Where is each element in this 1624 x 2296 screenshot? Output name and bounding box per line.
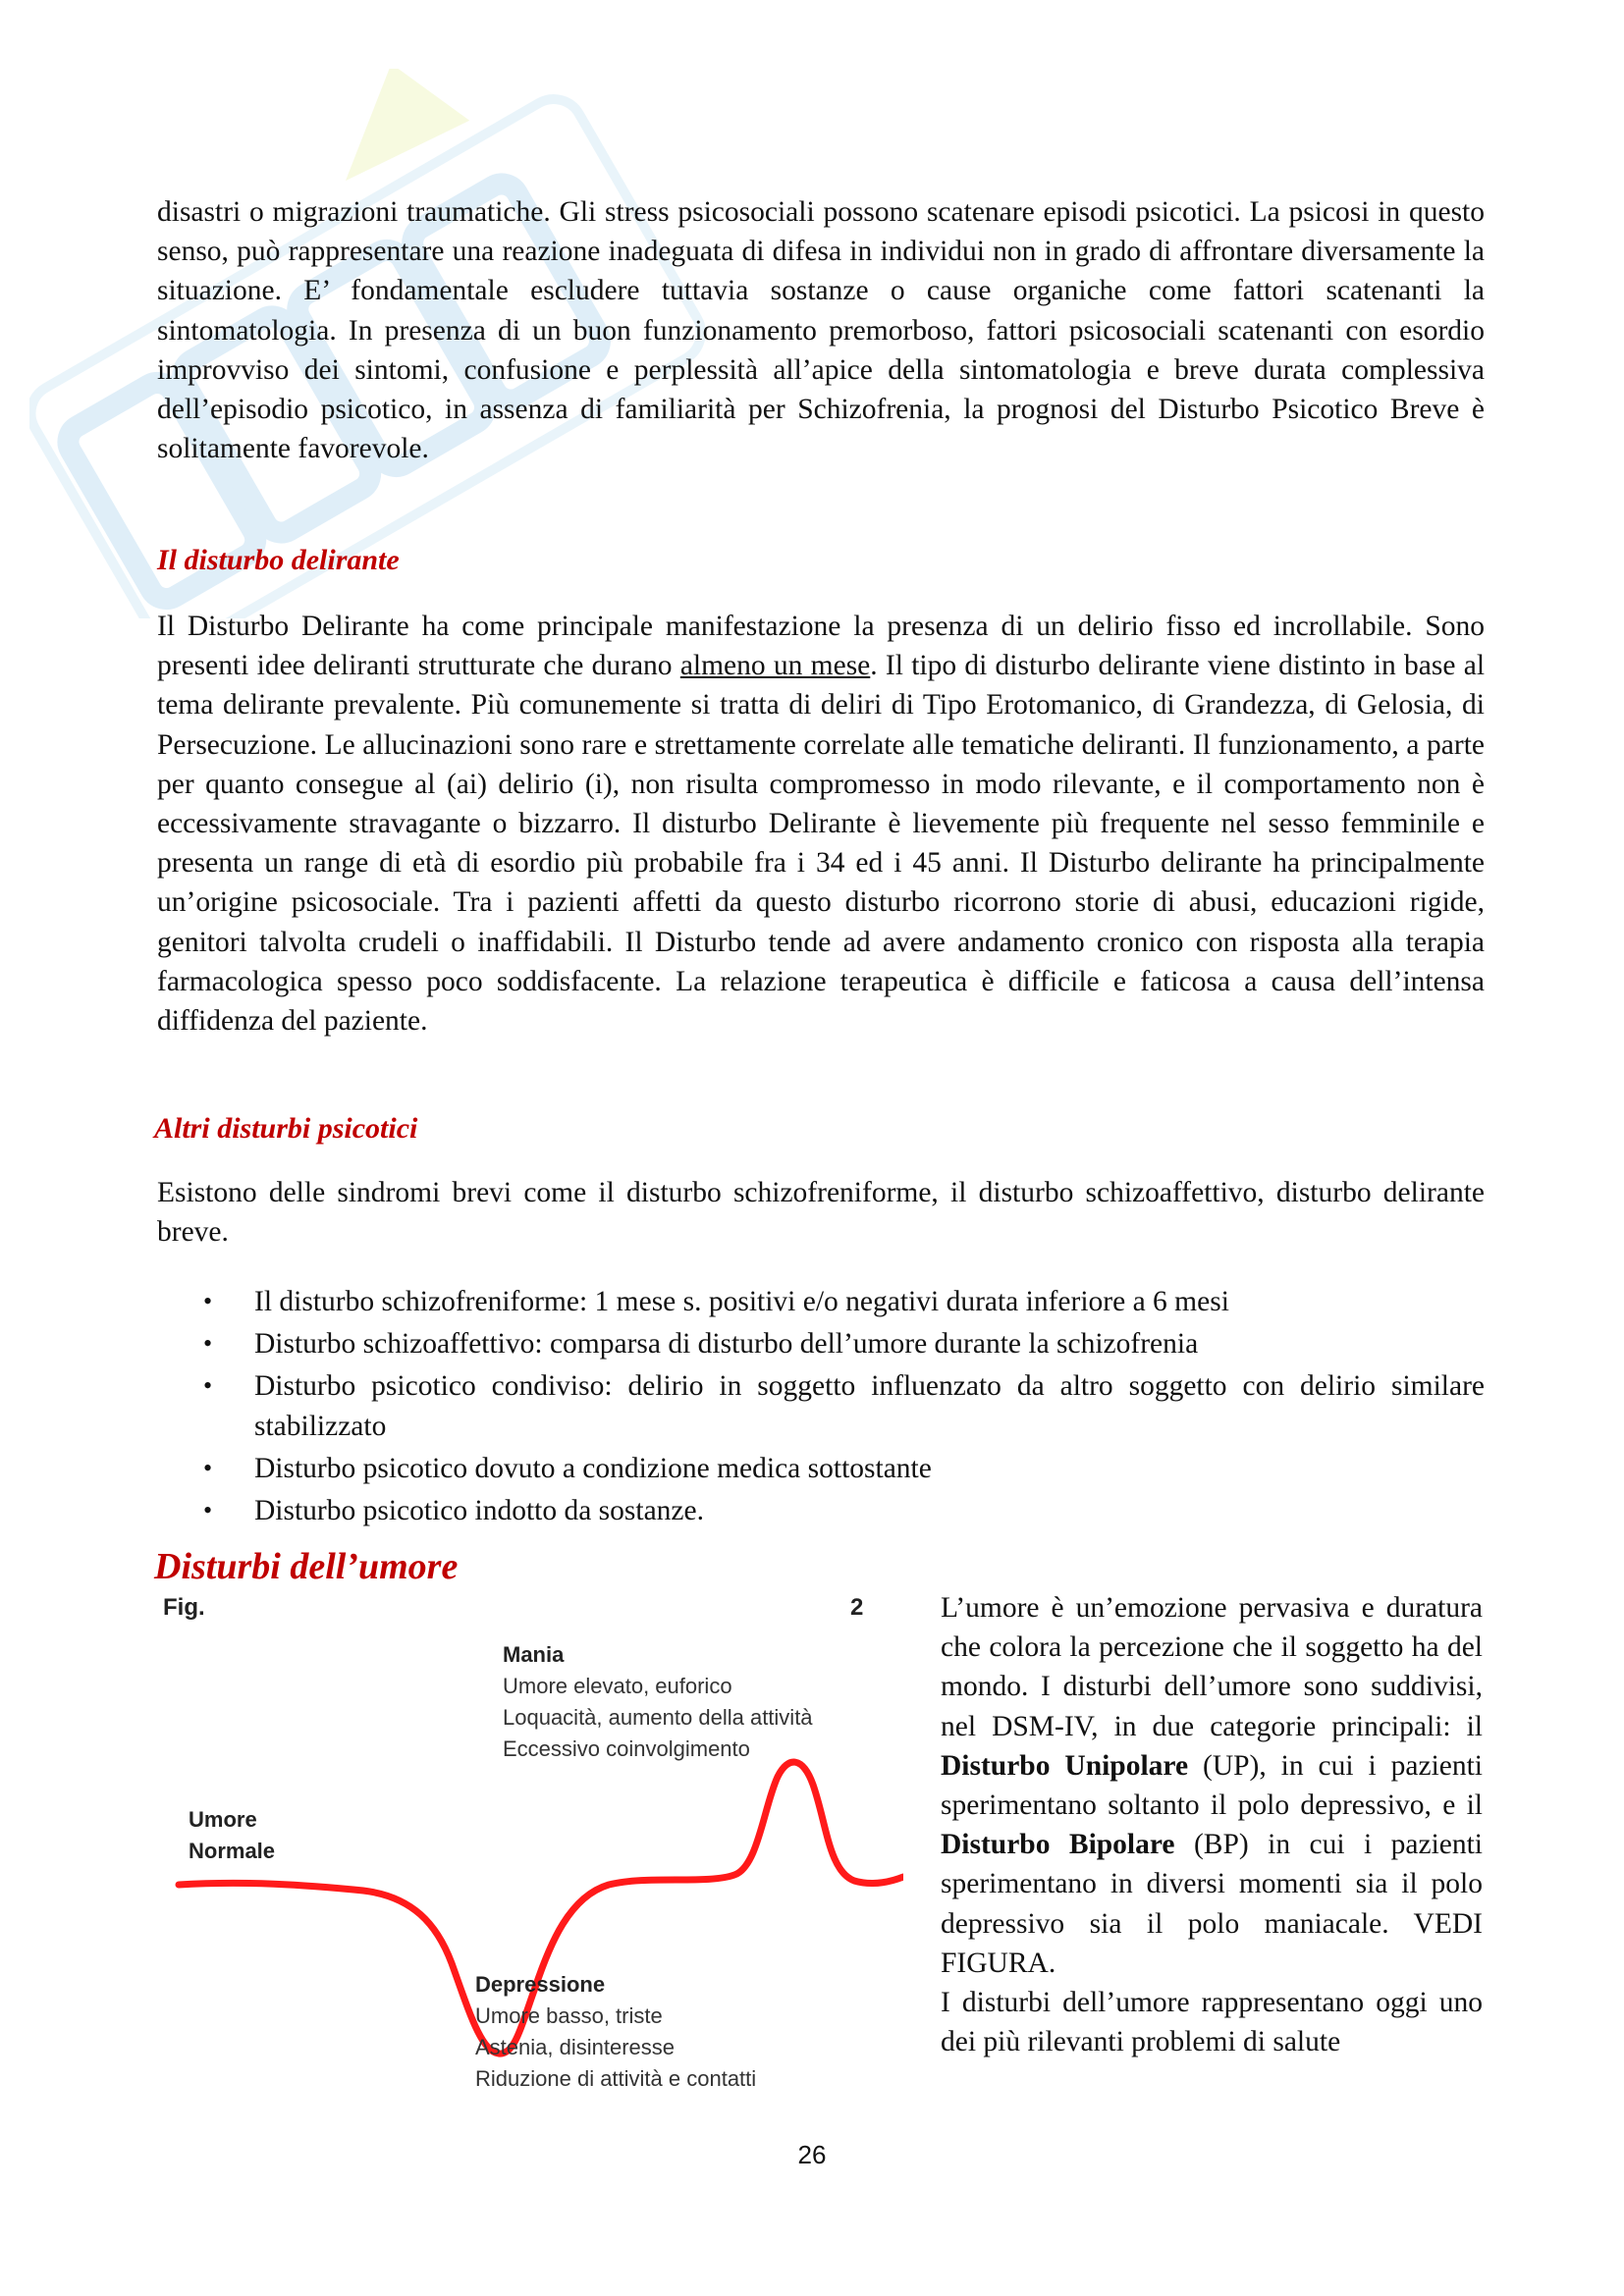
delirante-paragraph-block: [157, 607, 1485, 1041]
intro-paragraph: disastri o migrazioni traumatiche. Gli stress psicosociali possono scatenare episodi psicotici. La psicosi in questo senso, può rappresentare una reazione inadeguata di difesa in individui non in grado di affrontare diversamente la situazione. E’ fondamentale escludere tuttavia sostanze o cause organiche come fattori scatenanti la sintomatologia. In presenza di un buon funzionamento premorboso, fattori psicosociali scatenanti con esordio improvviso dei sintomi, confusione e perplessità all’apice della sintomatologia e breve durata complessiva dell’episodio psicotico, in assenza di familiarità per Schizofrenia, la prognosi del Disturbo Psicotico Breve è solitamente favorevole.: [157, 196, 1485, 465]
altri-bullet-list: [203, 1282, 1485, 1533]
mania-title: Mania: [503, 1642, 565, 1667]
delirante-underlined-text: almeno un mese: [679, 650, 871, 682]
list-item: • Disturbo psicotico condiviso: delirio in soggetto influenzato da altro soggetto con delirio similare stabilizzato: [203, 1366, 1485, 1445]
page-number: 26: [797, 2140, 827, 2169]
figure-number: 2: [850, 1594, 864, 1621]
umore-side-text: [941, 1588, 1483, 2061]
altri-intro-paragraph: Esistono delle sindromi brevi come il disturbo schizofreniforme, il disturbo schizoaffettivo, disturbo delirante breve.: [157, 1177, 1485, 1249]
list-item: • Disturbo psicotico indotto da sostanze.: [203, 1491, 1485, 1530]
depression-line: Riduzione di attività e contatti: [475, 2066, 757, 2091]
mania-line: Loquacità, aumento della attività: [503, 1705, 813, 1730]
mood-figure: [157, 1590, 903, 2110]
altri-intro-block: [157, 1173, 1485, 1252]
umore-bold-unipolare: Disturbo Unipolare: [941, 1749, 1189, 1782]
list-item: • Il disturbo schizofreniforme: 1 mese s. positivi e/o negativi durata inferiore a 6 mesi: [203, 1282, 1485, 1321]
intro-paragraph-block: [157, 192, 1485, 468]
umore-text-1: L’umore è un’emozione pervasiva e duratura che colora la percezione che il soggetto ha del mondo. I disturbi dell’umore sono suddivisi, nel DSM-IV, in due categorie principali: il: [941, 1592, 1483, 1742]
umore-paragraph-2: I disturbi dell’umore rappresentano oggi uno dei più rilevanti problemi di salute: [941, 1987, 1483, 2058]
depression-line: Umore basso, triste: [475, 2003, 663, 2028]
depression-line: Astenia, disinteresse: [475, 2035, 675, 2059]
umore-paragraph-1: [941, 1588, 1483, 1983]
normal-mood-label-line1: Umore: [189, 1807, 257, 1832]
figure-label: Fig.: [163, 1594, 205, 1621]
section-heading-altri: Altri disturbi psicotici: [154, 1112, 418, 1145]
umore-text-3: (BP) in cui i pazienti sperimentano in diversi momenti sia il polo depressivo sia il polo maniacale. VEDI FIGURA.: [941, 1829, 1483, 1979]
section-heading-umore: Disturbi dell’umore: [154, 1546, 459, 1587]
delirante-paragraph: [157, 607, 1485, 1041]
umore-bold-bipolare: Disturbo Bipolare: [941, 1829, 1175, 1861]
list-item: • Disturbo psicotico dovuto a condizione medica sottostante: [203, 1449, 1485, 1488]
mania-line: Umore elevato, euforico: [503, 1674, 732, 1698]
depression-title: Depressione: [475, 1972, 606, 1997]
umore-text-2: (UP), in cui i pazienti sperimentano soltanto il polo depressivo, e il: [941, 1749, 1483, 1822]
normal-mood-label-line2: Normale: [189, 1839, 276, 1863]
list-item: • Disturbo schizoaffettivo: comparsa di disturbo dell’umore durante la schizofrenia: [203, 1324, 1485, 1363]
section-heading-delirante: Il disturbo delirante: [157, 544, 400, 576]
mania-line: Eccessivo coinvolgimento: [503, 1736, 750, 1761]
delirante-text-after: . Il tipo di disturbo delirante viene distinto in base al tema delirante prevalente. Più comunemente si tratta di deliri di Tipo Erotomanico, di Grandezza, di Gelosia, di Persecuzione. Le allucinazioni sono rare e strettamente correlate alle tematiche deliranti. Il funzionamento, a parte per quanto consegue al (ai) delirio (i), non risulta compromesso in modo rilevante, e il comportamento non è eccessivamente stravagante o bizzarro. Il disturbo Delirante è lievemente più frequente nel sesso femminile e presenta un range di età di esordio più probabile fra i 34 ed i 45 anni. Il Disturbo delirante ha principalmente un’origine psicosociale. Tra i pazienti affetti da questo disturbo ricorrono storie di abusi, educazioni rigide, genitori talvolta crudeli o inaffidabili. Il Disturbo tende ad avere andamento cronico con risposta alla terapia farmacologica spesso poco soddisfacente. La relazione terapeutica è difficile e faticosa a causa dell’intensa diffidenza del paziente.: [157, 650, 1486, 1038]
delirante-text-before: Il Disturbo Delirante ha come principale manifestazione la presenza di un delirio fisso ed incrollabile. Sono presenti idee deliranti strutturate che durano: [157, 611, 1485, 682]
